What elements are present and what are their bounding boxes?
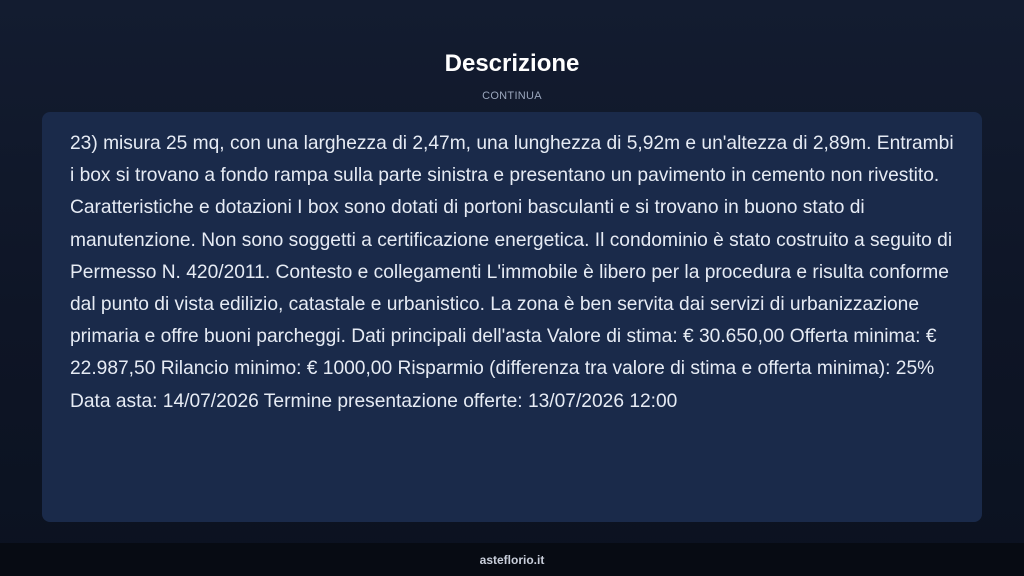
continue-label: CONTINUA — [482, 90, 542, 102]
description-text: 23) misura 25 mq, con una larghezza di 2,47m, una lunghezza di 5,92m e un'altezza di 2,89m. Entrambi i box si trovano a fondo rampa sulla parte sinistra e presentano un pavimento in cemento non rivestito. Caratteristiche e dotazioni I box sono dotati di portoni basculanti e si trovano in buono stato di manutenzione. Non sono soggetti a certificazione energetica. Il condominio è stato costruito a seguito di Permesso N. 420/2011. Contesto e collegamenti L'immobile è libero per la procedura e risulta conforme dal punto di vista edilizio, catastale e urbanistico. La zona è ben servita dai servizi di urbanizzazione primaria e offre buoni parcheggi. Dati principali dell'asta Valore di stima: € 30.650,00 Offerta minima: € 22.987,50 Rilancio minimo: € 1000,00 Risparmio (differenza tra valore di stima e offerta minima): 25% Data asta: 14/07/2026 Termine presentazione offerte: 13/07/2026 12:00 — [70, 133, 954, 412]
footer-bar — [0, 543, 1024, 576]
site-name: asteflorio.it — [479, 553, 545, 567]
page-title: Descrizione — [444, 50, 580, 77]
description-card — [42, 112, 982, 522]
